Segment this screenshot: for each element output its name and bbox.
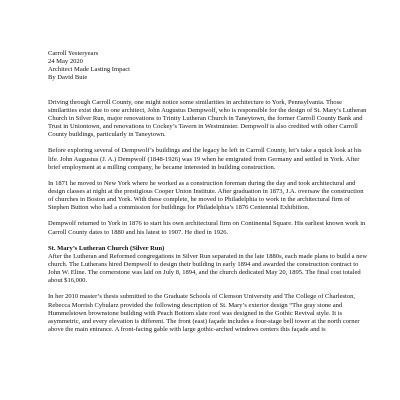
paragraph-intro: Driving through Carroll County, one might notice some similarities in architecture to York, Pennsylvania. Those similarities exist due to one architect, John Augustus Dempwolf, who is responsible for the design of St. Mary’s Lutheran Church in Silver Run, major renovations to Trinity Lutheran Church in Taneytown, the former Carroll County Bank and Trust in Uniontown, and renovations to Cockey’s Tavern in Westminster. Dempwolf is also credited with other Carroll County buildings, particularly in Taneytown.	[48, 98, 367, 139]
spacer	[48, 212, 370, 220]
column-name: Carroll Yesteryears	[48, 50, 99, 57]
spacer	[48, 285, 370, 293]
paragraph-silver-run: After the Lutheran and Reformed congregations in Silver Run separated in the late 1880s, each made plans to build a new church. The Lutherans hired Dempwolf to design their building in early 1894 and awarded the construction contract to John W. Eline. The cornerstone was laid on July 8, 1894, and the church dedicated May 20, 1895. The final cost totaled about $16,000.	[48, 252, 368, 285]
article	[48, 50, 370, 334]
paragraph-new-york: In 1871 he moved to New York where he worked as a construction foreman during the day and took architectural and design classes at night at the prestigious Cooper Union Institute. After graduation in 1873, J.A. oversaw the construction of churches in Boston and York. With these complete, he moved to Philadelphia to work in the architectural firm of Stephen Button who had a commission for buildings for Philadelphia’s 1876 Centennial Exhibition.	[48, 179, 364, 212]
article-title: Architect Made Lasting Impact	[48, 66, 130, 74]
paragraph-life: Before exploring several of Dempwolf’s buildings and the legacy he left in Carroll County, let’s take a quick look at his life. John Augustus (J. A.) Dempwolf (1848-1926) was 19 when he emigrated from Germany and settled in York. After brief employment at a milling company, he became interested in building construction.	[48, 147, 362, 171]
publication-date: 24 May 2020	[48, 58, 83, 66]
spacer	[48, 237, 370, 245]
paragraph-thesis: In her 2010 master’s thesis submitted to the Graduate Schools of Clemson University and The College of Charleston, Rebecca Morrish Cybularz provided the following description of St. Mary’s exterior design “The gray stone and Hummelstown brownstone building with Peach Bottom slate roof was designed in the Gothic Revival style. It is asymmetric, and every elevation is different. The front (east) façade includes a four-stage bell tower at the north corner above the main entrance. A front-facing gable with large gothic-arched windows centers this façade and is	[48, 293, 360, 333]
article-header	[48, 50, 370, 82]
paragraph-return-york: Dempwolf returned to York in 1876 to start his own architectural firm on Continental Square. His earliest known work in Carroll County dates to 1880 and his latest to 1907. He died in 1926.	[48, 220, 366, 236]
byline: By David Buie	[48, 74, 88, 82]
section-heading: St. Mary’s Lutheran Church (Silver Run)	[48, 244, 165, 252]
spacer	[48, 82, 370, 90]
spacer	[48, 172, 370, 180]
spacer	[48, 139, 370, 147]
spacer	[48, 91, 370, 99]
